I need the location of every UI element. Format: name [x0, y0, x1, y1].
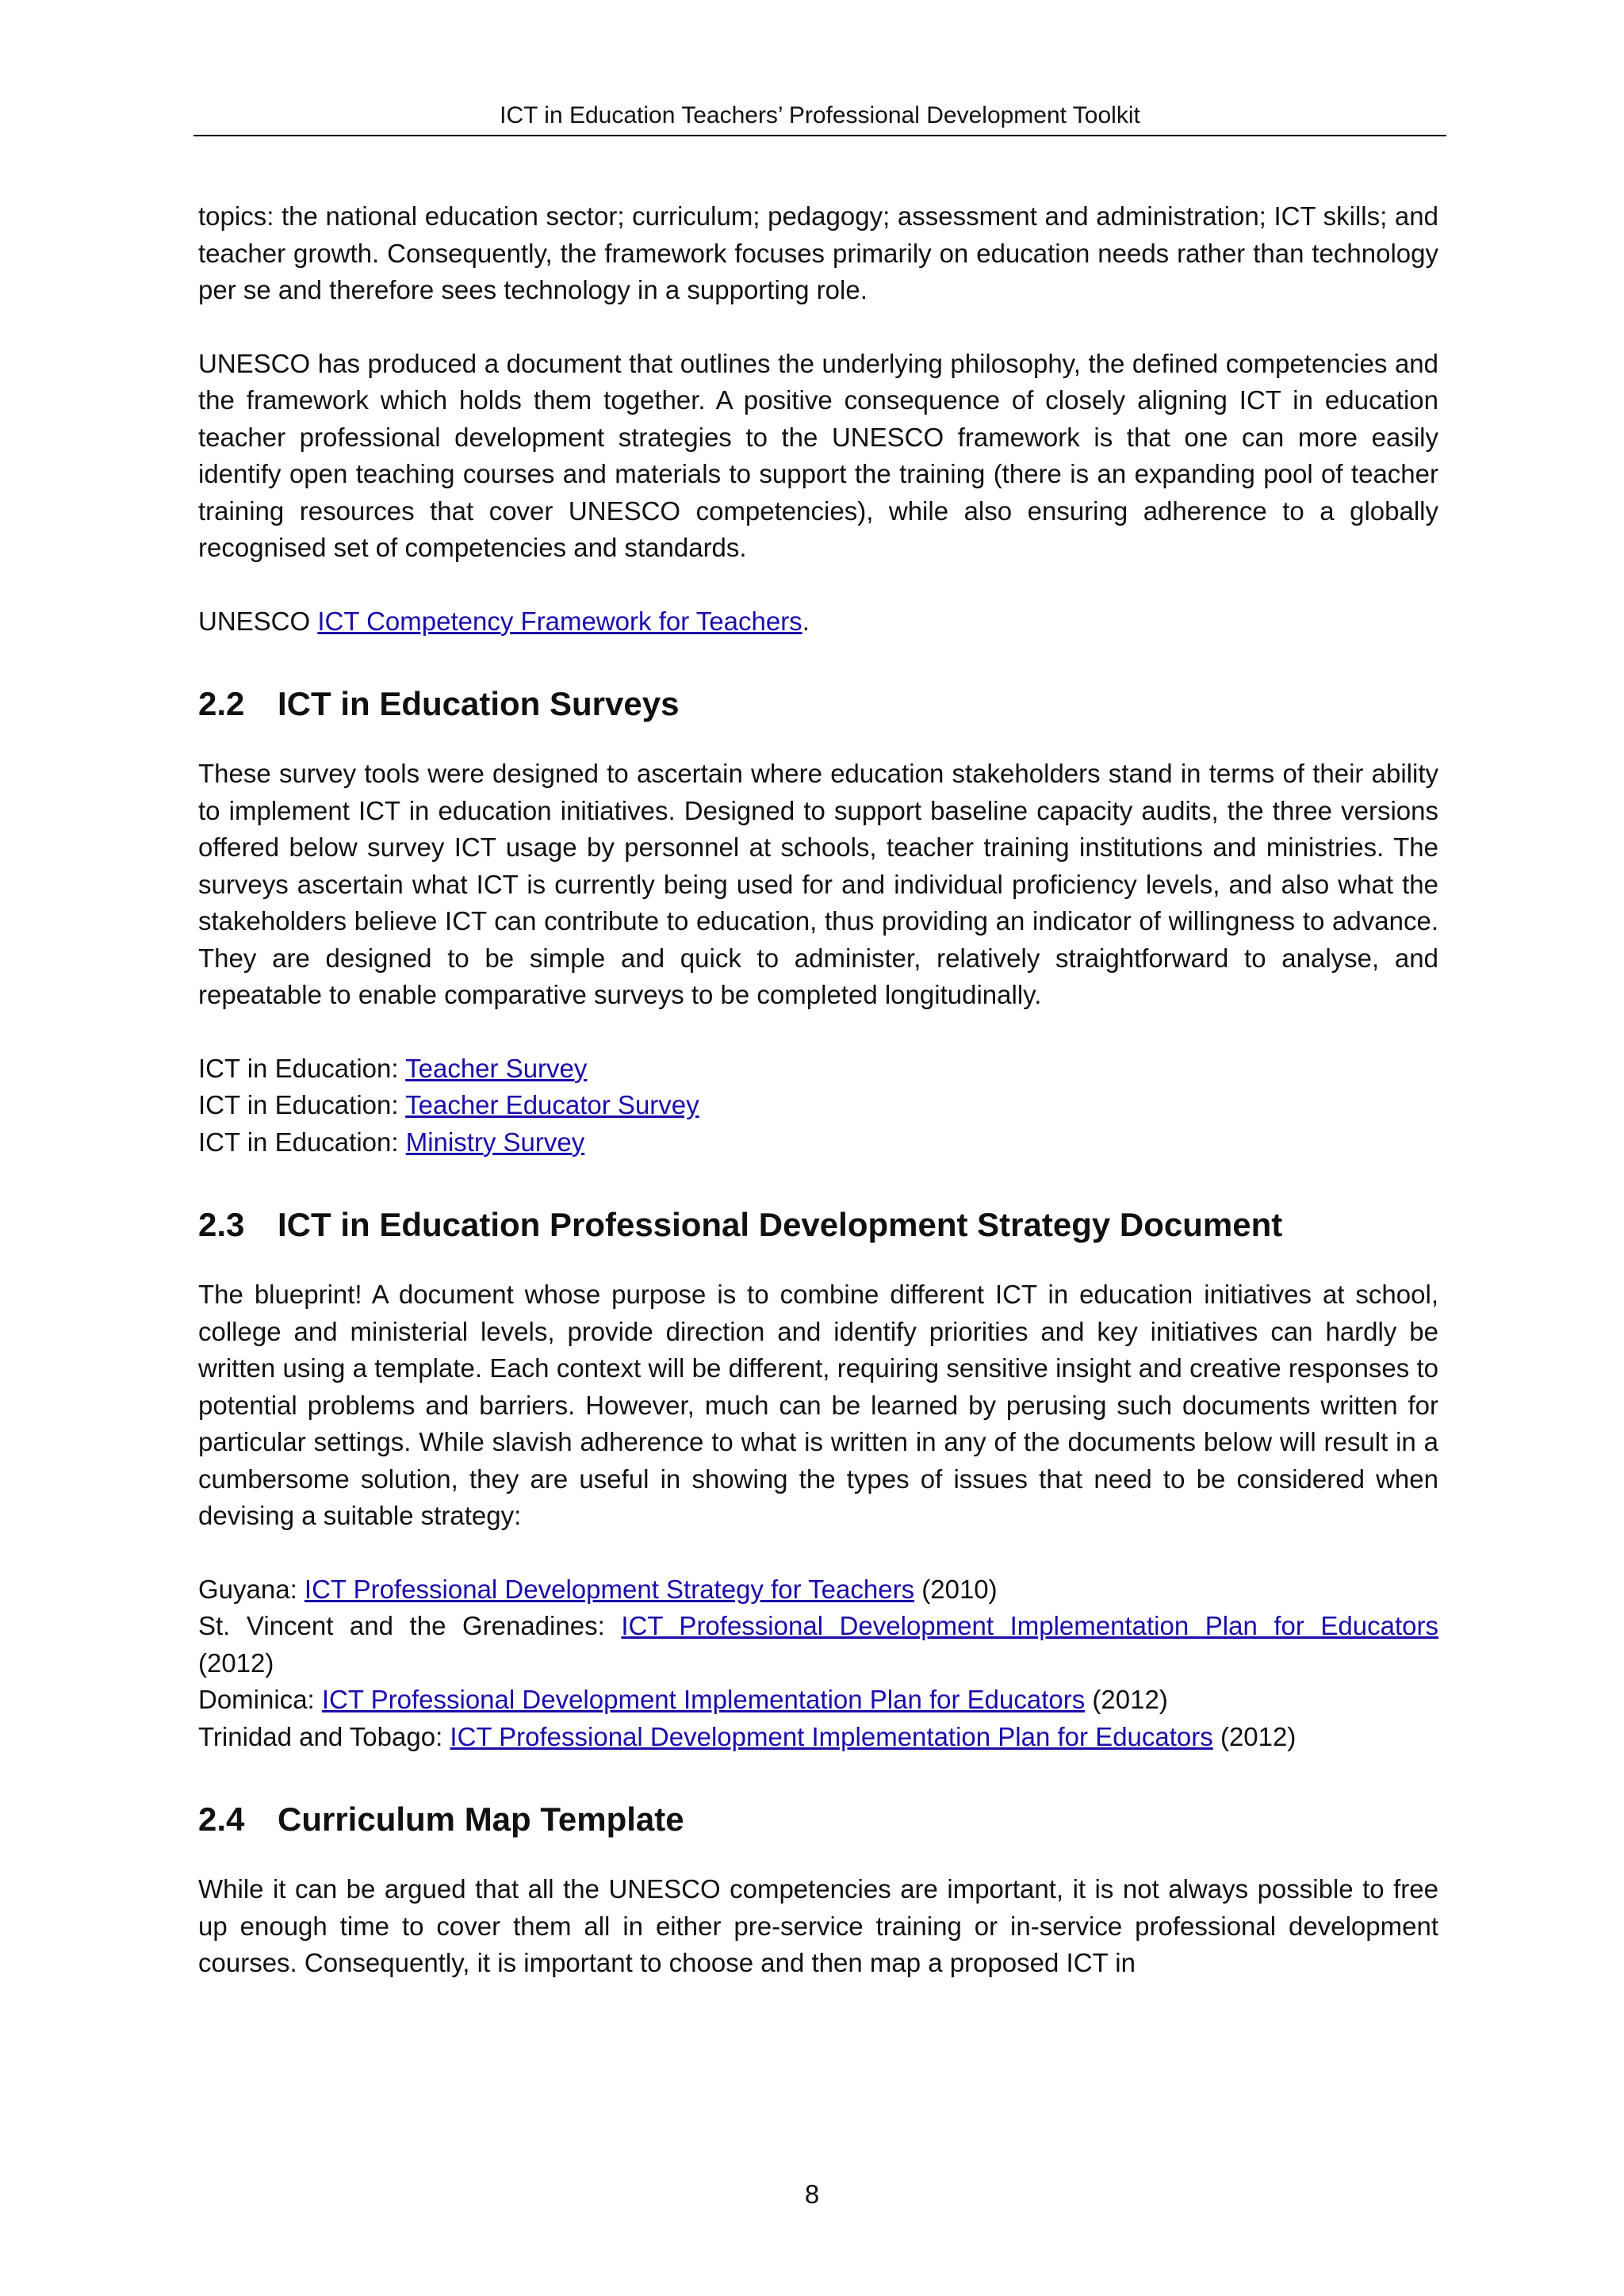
- link-prefix: Dominica:: [198, 1685, 322, 1714]
- page-number: 8: [804, 2179, 820, 2209]
- page-body: [198, 198, 1438, 1982]
- link-prefix: ICT in Education:: [198, 1053, 406, 1083]
- section-number: 2.2: [198, 685, 245, 722]
- section-heading-2-4: [198, 1798, 1438, 1841]
- running-header: ICT in Education Teachers’ Professional Development Toolkit: [500, 102, 1140, 128]
- section-title: ICT in Education Surveys: [278, 685, 680, 722]
- guyana-strategy-link[interactable]: ICT Professional Development Strategy for Teachers: [304, 1574, 915, 1604]
- section-heading-2-2: [198, 683, 1438, 725]
- strategy-link-line: [198, 1719, 1438, 1756]
- section-title: Curriculum Map Template: [278, 1800, 684, 1838]
- strategy-link-line: [198, 1682, 1438, 1719]
- strategy-link-line: [198, 1608, 1438, 1645]
- trinidad-tobago-plan-link[interactable]: ICT Professional Development Implementation Plan for Educators: [450, 1721, 1213, 1751]
- dominica-plan-link[interactable]: ICT Professional Development Implementation Plan for Educators: [321, 1685, 1086, 1714]
- link-prefix: Trinidad and Tobago:: [198, 1721, 450, 1751]
- ict-competency-framework-link[interactable]: ICT Competency Framework for Teachers: [317, 606, 802, 636]
- header-divider: [193, 135, 1446, 136]
- link-prefix: UNESCO: [198, 606, 318, 636]
- link-prefix: Guyana:: [198, 1574, 304, 1604]
- curriculum-map-paragraph: While it can be argued that all the UNESCO competencies are important, it is not always possible to free up enough time to cover them all in either pre-service training or in-service professional development courses. Consequently, it is important to choose and then map a proposed ICT in: [198, 1874, 1438, 1977]
- teacher-educator-survey-link[interactable]: Teacher Educator Survey: [405, 1090, 699, 1119]
- link-prefix: St. Vincent and the Grenadines:: [198, 1611, 622, 1640]
- section-heading-2-3: [198, 1203, 1438, 1246]
- link-prefix: ICT in Education:: [198, 1090, 406, 1119]
- intro-paragraph-1: topics: the national education sector; curriculum; pedagogy; assessment and administration; ICT skills; and teacher growth. Consequently, the framework focuses primarily on education needs rather than technology per se and therefore sees technology in a supporting role.: [198, 201, 1438, 304]
- section-number: 2.3: [198, 1206, 245, 1243]
- survey-link-line: [198, 1124, 1438, 1161]
- strategy-link-line: [198, 1571, 1438, 1609]
- link-suffix: (2010): [914, 1574, 998, 1604]
- strategy-paragraph: The blueprint! A document whose purpose is to combine different ICT in education initiatives at school, college and ministerial levels, provide direction and identify priorities and key initiatives can hardly be written using a template. Each context will be different, requiring sensitive insight and creative responses to potential problems and barriers. However, much can be learned by perusing such documents written for particular settings. While slavish adherence to what is written in any of the documents below will result in a cumbersome solution, they are useful in showing the types of issues that need to be considered when devising a suitable strategy:: [198, 1280, 1438, 1530]
- link-suffix: .: [802, 606, 810, 636]
- strategy-links-list: [198, 1571, 1438, 1756]
- survey-link-line: [198, 1050, 1438, 1088]
- link-prefix: ICT in Education:: [198, 1127, 406, 1157]
- survey-links-list: [198, 1050, 1438, 1161]
- link-suffix: (2012): [1212, 1721, 1297, 1751]
- ministry-survey-link[interactable]: Ministry Survey: [405, 1127, 585, 1157]
- surveys-paragraph: These survey tools were designed to ascertain where education stakeholders stand in terms of their ability to implement ICT in education initiatives. Designed to support baseline capacity audits, the three versions offered below survey ICT usage by personnel at schools, teacher training institutions and ministries. The surveys ascertain what ICT is currently being used for and individual proficiency levels, and also what the stakeholders believe ICT can contribute to education, thus providing an indicator of willingness to advance. They are designed to be simple and quick to administer, relatively straightforward to analyse, and repeatable to enable comparative surveys to be completed longitudinally.: [198, 759, 1438, 1009]
- section-number: 2.4: [198, 1800, 245, 1838]
- survey-link-line: [198, 1087, 1438, 1124]
- intro-paragraph-2: UNESCO has produced a document that outlines the underlying philosophy, the defined competencies and the framework which holds them together. A positive consequence of closely aligning ICT in education teacher professional development strategies to the UNESCO framework is that one can more easily identify open teaching courses and materials to support the training (there is an expanding pool of teacher training resources that cover UNESCO competencies), while also ensuring adherence to a globally recognised set of competencies and standards.: [198, 348, 1438, 562]
- link-suffix: (2012): [1085, 1685, 1168, 1714]
- strategy-link-year: (2012): [198, 1647, 274, 1678]
- framework-link-line: [198, 603, 1438, 641]
- section-title: ICT in Education Professional Development Strategy Document: [278, 1206, 1283, 1243]
- teacher-survey-link[interactable]: Teacher Survey: [405, 1053, 588, 1083]
- st-vincent-plan-link[interactable]: ICT Professional Development Implementation Plan for Educators: [621, 1611, 1438, 1640]
